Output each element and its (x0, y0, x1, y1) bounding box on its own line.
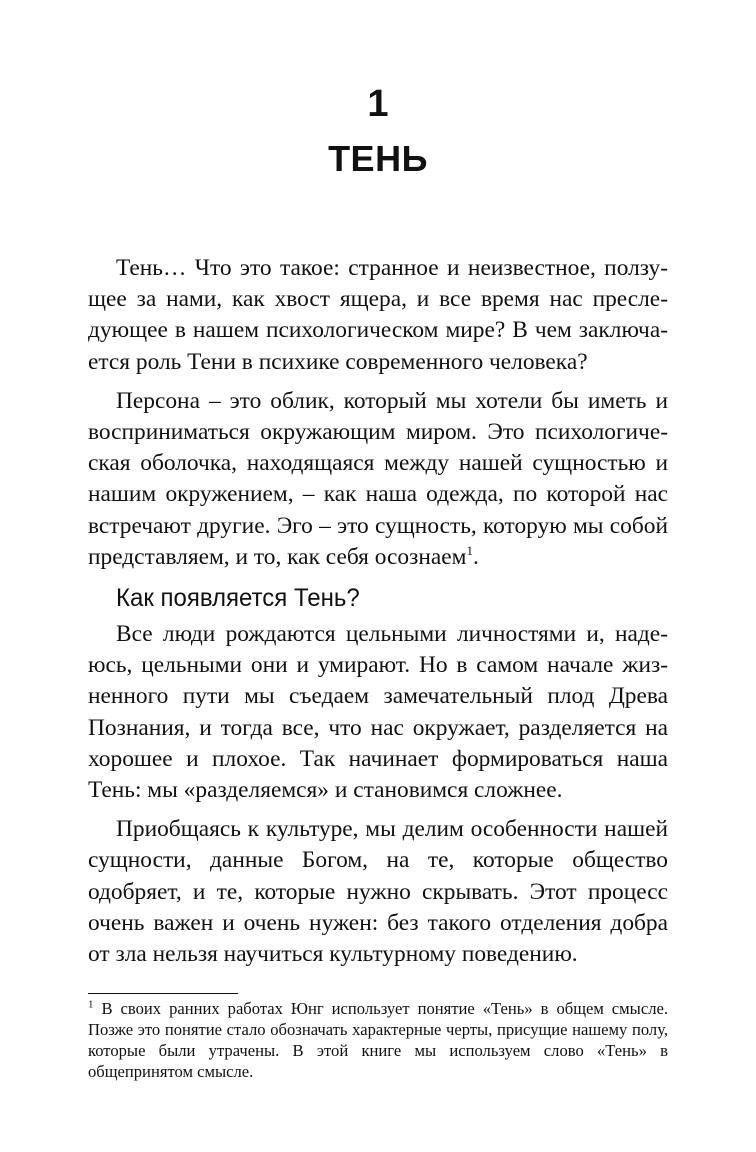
intro-text (88, 253, 668, 573)
footnote (88, 998, 668, 1082)
footnote-reference[interactable]: 1 (466, 543, 473, 559)
intro-paragraph-2 (88, 386, 668, 573)
intro-paragraph-2-text: Персона – это облик, который мы хотели бы иметь и восприниматься окружающим миром. Это психологическая оболочка, находящаяся между нашей сущностью и нашим окружением, – как наша одежда, по которой нас встречают другие. Эго – это сущность, которую мы собой представляем, и то, как себя осознаем (88, 387, 668, 570)
footnote-marker: 1 (88, 998, 94, 1011)
footnote-text: В своих ранних работах Юнг использует понятие «Тень» в общем смысле. Позже это понятие стало обозначать характерные черты, присущие нашему полу, которые были утрачены. В этой книге мы используем слово «Тень» в общепринятом смысле. (88, 999, 668, 1081)
section-text (88, 619, 668, 970)
intro-paragraph-2-end: . (472, 543, 479, 570)
section-heading: Как появляется Тень? (116, 584, 360, 612)
section-paragraph-2: Приобщаясь к культуре, мы делим особенности нашей сущности, данные Богом, на те, которые общество одобряет, и те, которые нужно скрывать. Этот процесс очень важен и очень нужен: без такого отделения добра от зла нельзя научиться культурному поведению. (88, 816, 668, 968)
chapter-number: 1 (367, 83, 389, 125)
intro-paragraph-1: Тень… Что это такое: странное и неизвестное, ползущее за нами, как хвост ящера, и все время нас преследующее в нашем психологическом мире? В чем заключается роль Тени в психике современного человека? (88, 255, 668, 375)
footnote-divider (88, 993, 238, 994)
section-paragraph-1: Все люди рождаются цельными личностями и, надеюсь, цельными они и умирают. Но в самом начале жизненного пути мы съедаем замечательный плод Древа Познания, и тогда все, что нас окружает, разделяется на хорошее и плохое. Так начинает формироваться наша Тень: мы «разделяемся» и становимся сложнее. (88, 621, 668, 804)
chapter-title: ТЕНЬ (328, 138, 428, 179)
